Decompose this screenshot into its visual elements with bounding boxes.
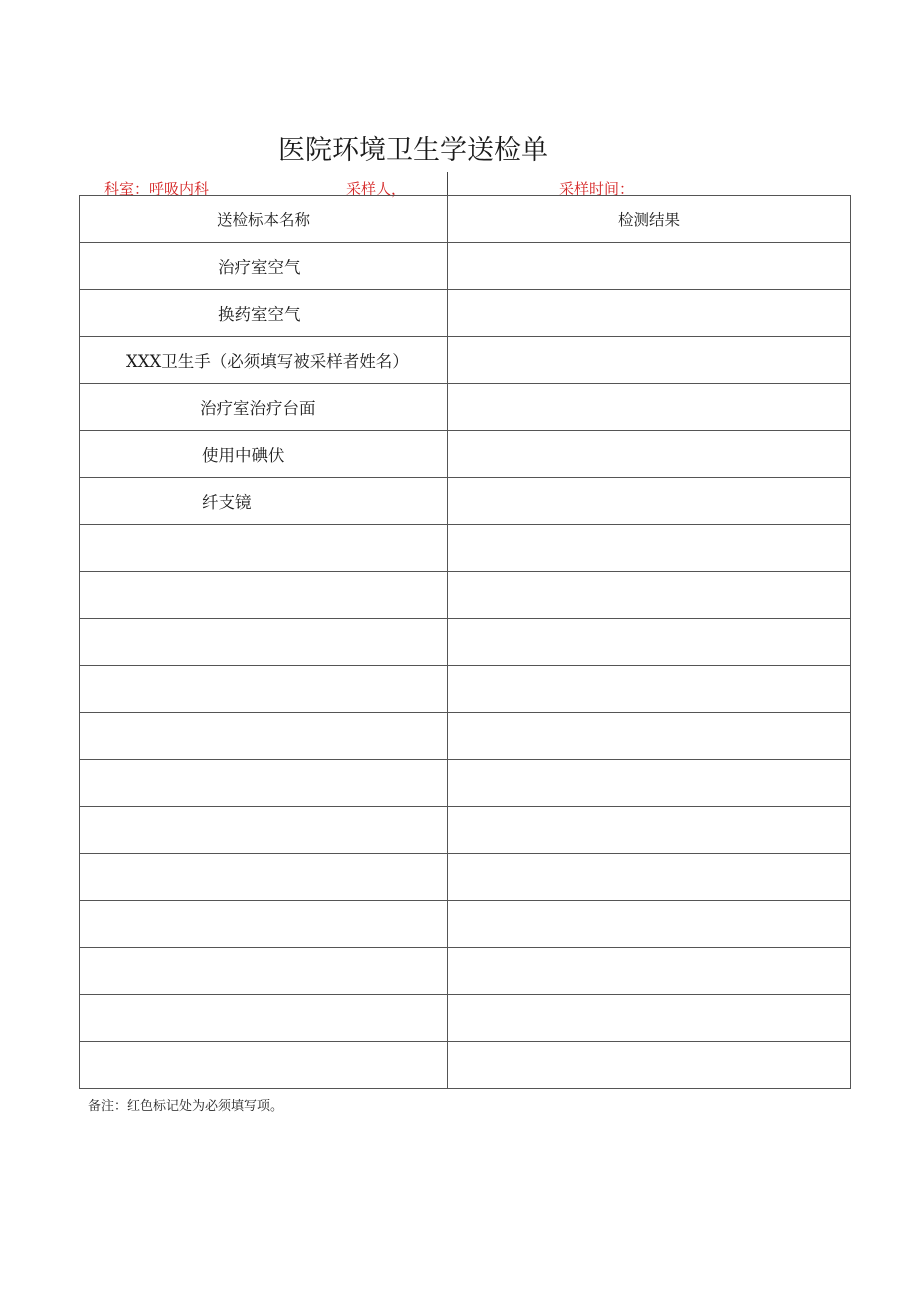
- table-row: [80, 995, 851, 1042]
- sample-name-cell[interactable]: [80, 290, 448, 337]
- sample-name-text: XXX卫生手（必须填写被采样者姓名）: [126, 352, 409, 371]
- test-result-cell[interactable]: [448, 807, 851, 854]
- sample-name-cell[interactable]: [80, 807, 448, 854]
- test-result-cell[interactable]: [448, 1042, 851, 1089]
- sample-name-cell[interactable]: [80, 525, 448, 572]
- sample-name-text: 治疗室治疗台面: [200, 399, 316, 418]
- test-result-cell[interactable]: [448, 948, 851, 995]
- sample-name-cell[interactable]: [80, 713, 448, 760]
- column-divider-tick: [447, 172, 448, 196]
- sampler-label: 采样人，: [346, 180, 407, 198]
- sample-time-label: 采样时间：: [559, 180, 635, 198]
- sample-name-cell[interactable]: [80, 854, 448, 901]
- table-row: [80, 243, 851, 290]
- test-result-cell[interactable]: [448, 854, 851, 901]
- table-row: [80, 854, 851, 901]
- sample-name-text: 使用中碘伏: [202, 446, 285, 465]
- sample-name-cell[interactable]: [80, 384, 448, 431]
- table-row: [80, 525, 851, 572]
- table-row: [80, 666, 851, 713]
- test-result-cell[interactable]: [448, 572, 851, 619]
- test-result-cell[interactable]: [448, 713, 851, 760]
- sample-name-text: 纤支镜: [202, 493, 252, 512]
- test-result-cell[interactable]: [448, 384, 851, 431]
- test-result-cell[interactable]: [448, 431, 851, 478]
- test-result-cell[interactable]: [448, 243, 851, 290]
- sample-name-cell[interactable]: [80, 572, 448, 619]
- table-row: [80, 572, 851, 619]
- sample-name-cell[interactable]: [80, 760, 448, 807]
- table-row: [80, 760, 851, 807]
- test-result-cell[interactable]: [448, 478, 851, 525]
- test-result-cell[interactable]: [448, 525, 851, 572]
- table-row: [80, 290, 851, 337]
- test-result-cell[interactable]: [448, 995, 851, 1042]
- test-result-cell[interactable]: [448, 290, 851, 337]
- footnote: 备注：红色标记处为必须填写项。: [88, 1099, 284, 1114]
- table-row: [80, 384, 851, 431]
- sample-name-cell[interactable]: [80, 948, 448, 995]
- sample-name-text: 换药室空气: [218, 305, 301, 324]
- department-label: 科室：呼吸内科: [104, 180, 210, 198]
- sample-name-cell[interactable]: [80, 995, 448, 1042]
- page-title: 医院环境卫生学送检单: [278, 135, 548, 166]
- sample-table: [79, 195, 851, 1089]
- table-row: [80, 337, 851, 384]
- sample-name-cell[interactable]: [80, 1042, 448, 1089]
- sample-name-cell[interactable]: [80, 243, 448, 290]
- table-row: [80, 713, 851, 760]
- sample-name-cell[interactable]: [80, 478, 448, 525]
- table-row: [80, 807, 851, 854]
- sample-name-cell[interactable]: [80, 337, 448, 384]
- table-header-row: [80, 196, 851, 243]
- test-result-cell[interactable]: [448, 666, 851, 713]
- sample-name-cell[interactable]: [80, 666, 448, 713]
- table-row: [80, 901, 851, 948]
- header-test-result: 检测结果: [448, 196, 851, 243]
- table-row: [80, 1042, 851, 1089]
- table-row: [80, 478, 851, 525]
- sample-name-cell[interactable]: [80, 431, 448, 478]
- sample-name-cell[interactable]: [80, 619, 448, 666]
- test-result-cell[interactable]: [448, 901, 851, 948]
- sample-name-cell[interactable]: [80, 901, 448, 948]
- sample-name-text: 治疗室空气: [218, 258, 301, 277]
- table-row: [80, 619, 851, 666]
- header-sample-name: 送检标本名称: [80, 196, 448, 243]
- test-result-cell[interactable]: [448, 337, 851, 384]
- table-row: [80, 948, 851, 995]
- test-result-cell[interactable]: [448, 760, 851, 807]
- test-result-cell[interactable]: [448, 619, 851, 666]
- table-row: [80, 431, 851, 478]
